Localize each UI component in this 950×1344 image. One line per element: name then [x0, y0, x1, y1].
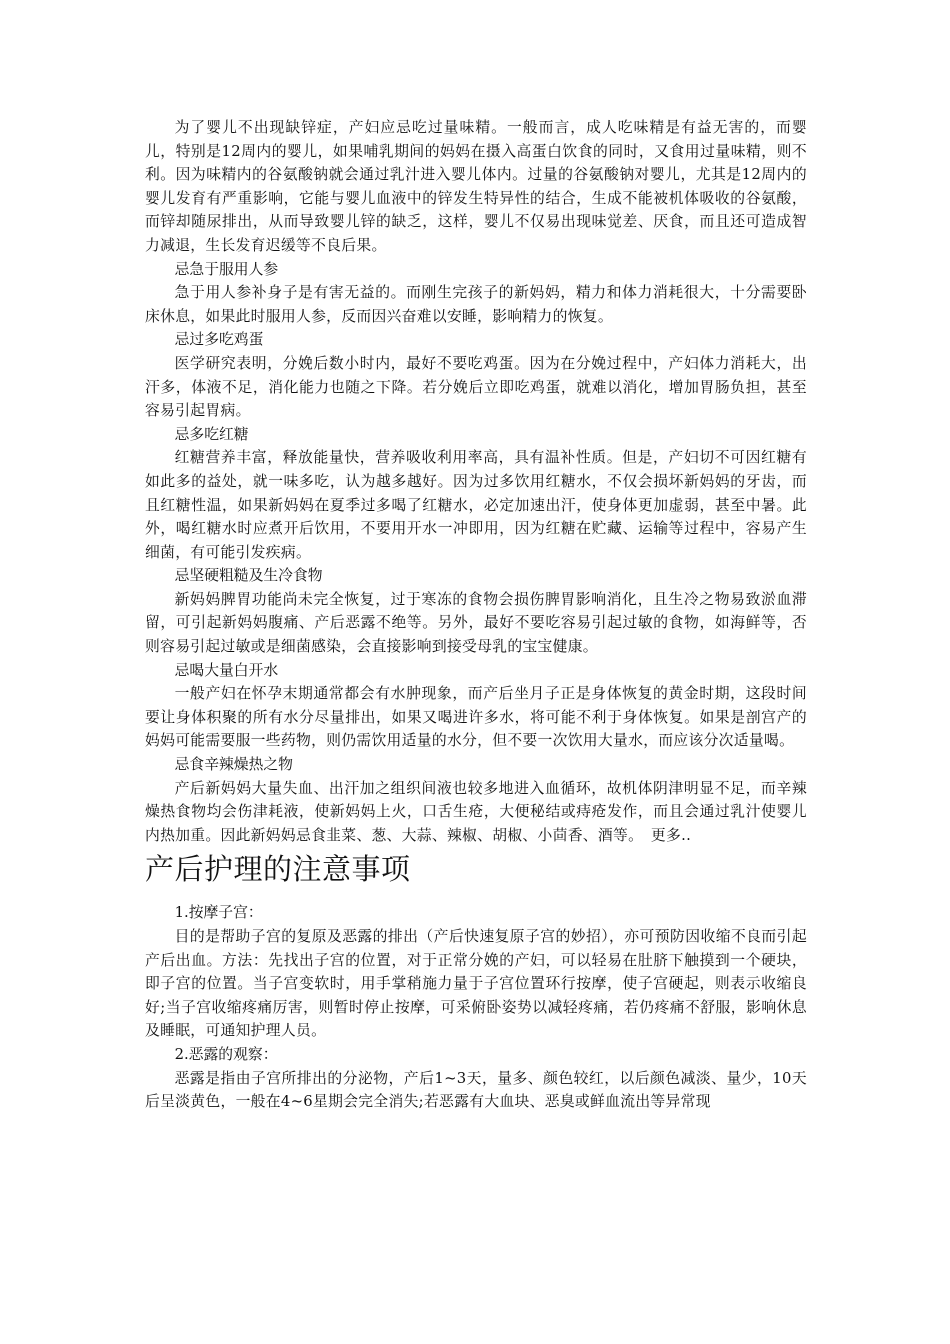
- paragraph-uterus-massage: 目的是帮助子宫的复原及恶露的排出（产后快速复原子宫的妙招），亦可预防因收缩不良而引起产后出血。方法：先找出子宫的位置，对于正常分娩的产妇，可以轻易在肚脐下触摸到一个硬块，即子宫的位置。当子宫变软时，用手掌稍施力量于子宫位置环行按摩，使子宫硬起，则表示收缩良好;当子宫收缩疼痛厉害，则暂时停止按摩，可采俯卧姿势以减轻疼痛，若仍疼痛不舒服，影响休息及睡眠，可通知护理人员。: [145, 928, 807, 1040]
- paragraph-spicy: 产后新妈妈大量失血、出汗加之组织间液也较多地进入血循环，故机体阴津明显不足，而辛辣燥热食物均会伤津耗液，使新妈妈上火，口舌生疮，大便秘结或痔疮发作，而且会通过乳汁使婴儿内热加重。因此新妈妈忌食韭菜、葱、大蒜、辣椒、胡椒、小茴香、酒等。 更多..: [145, 779, 807, 844]
- paragraph-water: 一般产妇在怀孕末期通常都会有水肿现象，而产后坐月子正是身体恢复的黄金时期，这段时间要让身体积聚的所有水分尽量排出，如果又喝进许多水，将可能不利于身体恢复。如果是剖宫产的妈妈可能需要服一些药物，则仍需饮用适量的水分，但不要一次饮用大量水，而应该分次适量喝。: [145, 685, 807, 750]
- document-page: [145, 116, 807, 1114]
- paragraph-hard-cold-food: 新妈妈脾胃功能尚未完全恢复，过于寒冻的食物会损伤脾胃影响消化，且生冷之物易致淤血滞留，可引起新妈妈腹痛、产后恶露不绝等。另外，最好不要吃容易引起过敏的食物，如海鲜等，否则容易引起过敏或是细菌感染，会直接影响到接受母乳的宝宝健康。: [145, 590, 807, 656]
- subheading-uterus-massage: 1.按摩子宫：: [174, 904, 263, 922]
- subheading-eggs: 忌过多吃鸡蛋: [174, 331, 264, 349]
- subheading-hard-cold-food: 忌坚硬粗糙及生冷食物: [174, 567, 323, 585]
- paragraph-eggs: 医学研究表明，分娩后数小时内，最好不要吃鸡蛋。因为在分娩过程中，产妇体力消耗大，出汗多，体液不足，消化能力也随之下降。若分娩后立即吃鸡蛋，就难以消化，增加胃肠负担，甚至容易引起胃病。: [145, 354, 807, 420]
- paragraph-ginseng: 急于用人参补身子是有害无益的。而刚生完孩子的新妈妈，精力和体力消耗很大，十分需要卧床休息，如果此时服用人参，反而因兴奋难以安睡，影响精力的恢复。: [145, 284, 807, 325]
- subheading-water: 忌喝大量白开水: [174, 661, 279, 679]
- subheading-spicy: 忌食辛辣燥热之物: [174, 756, 293, 774]
- paragraph-msg: 为了婴儿不出现缺锌症，产妇应忌吃过量味精。一般而言，成人吃味精是有益无害的，而婴儿，特别是12周内的婴儿，如果哺乳期间的妈妈在摄入高蛋白饮食的同时，又食用过量味精，则不利。因为味精内的谷氨酸钠就会通过乳汁进入婴儿体内。过量的谷氨酸钠对婴儿，尤其是12周内的婴儿发育有严重影响，它能与婴儿血液中的锌发生特异性的结合，生成不能被机体吸收的谷氨酸，而锌却随尿排出，从而导致婴儿锌的缺乏，这样，婴儿不仅易出现味觉差、厌食，而且还可造成智力减退，生长发育迟缓等不良后果。: [145, 119, 807, 254]
- subheading-ginseng: 忌急于服用人参: [174, 260, 279, 278]
- subheading-lochia: 2.恶露的观察：: [174, 1045, 278, 1063]
- section-title: 产后护理的注意事项: [145, 852, 411, 887]
- subheading-brown-sugar: 忌多吃红糖: [174, 425, 249, 443]
- paragraph-lochia: 恶露是指由子宫所排出的分泌物，产后1~3天，量多、颜色较红，以后颜色减淡、量少，10天后呈淡黄色，一般在4~6星期会完全消失;若恶露有大血块、恶臭或鲜血流出等异常现: [145, 1069, 807, 1111]
- paragraph-brown-sugar: 红糖营养丰富，释放能量快，营养吸收利用率高，具有温补性质。但是，产妇切不可因红糖有如此多的益处，就一味多吃，认为越多越好。因为过多饮用红糖水，不仅会损坏新妈妈的牙齿，而且红糖性温，如果新妈妈在夏季过多喝了红糖水，必定加速出汗，使身体更加虚弱，甚至中暑。此外，喝红糖水时应煮开后饮用，不要用开水一冲即用，因为红糖在贮藏、运输等过程中，容易产生细菌，有可能引发疾病。: [145, 449, 807, 561]
